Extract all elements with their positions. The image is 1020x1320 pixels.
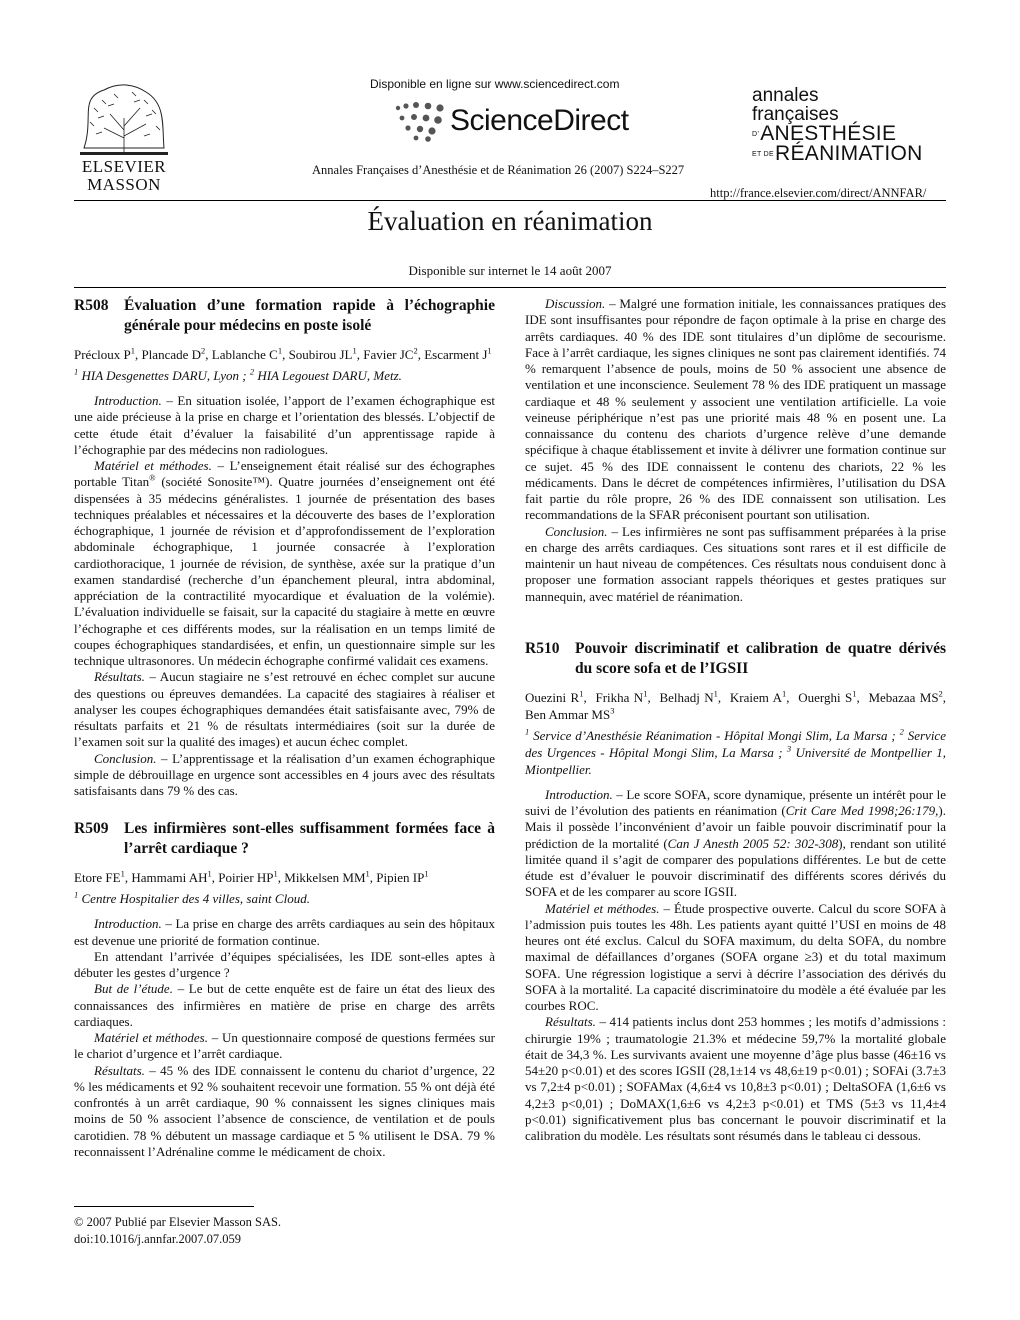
author: Ouezini R (525, 689, 580, 705)
author: Belhadj N (659, 689, 714, 705)
affil-text: HIA Legouest DARU, Metz. (254, 368, 402, 383)
author-sup: 1 (277, 345, 283, 356)
author: Kraiem A (729, 689, 782, 705)
journal-logo-line3 (752, 124, 944, 144)
text: – Les infirmières ne sont pas suffisamment préparées à la prise en charge des arrêts cardiaques. Ces situations sont rares et il est difficile de maintenir un haut niveau de compétences. Ces résultats nous conduisent donc à proposer une formation associant rappels théoriques et gestes pratiques sur mannequin, avec matériel de réanimation. (525, 523, 946, 604)
r509-conclusion (525, 524, 946, 605)
label: Introduction. (94, 393, 162, 408)
label: Introduction. (545, 786, 613, 802)
author: Mebazaa MS (868, 689, 939, 705)
r509-discussion (525, 296, 946, 524)
journal-url[interactable]: http://france.elsevier.com/direct/ANNFAR/ (710, 186, 927, 200)
author: Ben Ammar MS (525, 706, 611, 722)
text: ). Mais il possède l’inconvénient d’avoir un faible pouvoir discriminatif pour la prédiction de la mortalité ( (525, 803, 946, 851)
author-sup: 1 (130, 345, 135, 356)
journal-logo-line1: annales (752, 85, 819, 106)
author-sup: 2 (938, 688, 943, 699)
r510-heading (525, 639, 946, 679)
journal-reference: Annales Françaises d’Anesthésie et de Réanimation 26 (2007) S224–S227 (312, 163, 685, 177)
text: – Étude prospective ouverte. Calcul du score SOFA à l’admission puis toutes les 48h. Les patients ayant quitté l’USI en moins de 48 heures ont été exclus. Calcul du SOFA maximum, du delta SOFA, du nombre maximal de défaillances d’organes (SOFA organe ≥3) et du total maximum SOFA. Une régression logistique a servi à décrire l’association des dérivés du SOFA à la mortalité. La capacité discriminatoire du modèle a été évaluée par les courbes ROC. (525, 900, 946, 1013)
journal-logo-line2: françaises (752, 104, 839, 125)
affil-sup: 3 (786, 743, 792, 754)
footer-rule (74, 1206, 254, 1207)
elsevier-masson-logo (74, 78, 174, 198)
available-online-text: Disponible en ligne sur www.sciencedirect.com (370, 77, 620, 91)
copyright: © 2007 Publié par Elsevier Masson SAS. (74, 1215, 282, 1229)
affil-text: Service des Urgences - Hôpital Mongi Slim, La Marsa ; (525, 727, 946, 760)
r509-introduction-2: En attendant l’arrivée d’équipes spécialisées, les IDE sont-elles aptes à débuter les gestes d’urgence ? (74, 948, 495, 980)
doi[interactable]: doi:10.1016/j.annfar.2007.07.059 (74, 1232, 241, 1246)
r509-results (74, 1063, 495, 1161)
r508-conclusion (74, 751, 495, 800)
text: – Le score SOFA, score dynamique, présente un intérêt pour le suivi de l’évolution des patients en réanimation ( (525, 786, 946, 818)
citation: Crit Care Med 1998;26:179, (785, 803, 939, 818)
author-sup: 1 (365, 868, 370, 879)
text: – Aucun stagiaire ne s’est retrouvé en échec complet sur aucune des questions ou épreuves demandées. La capacité des stagiaires à réaliser et analyser les coupes échographiques demandées était satisfaisante avec, 79% de résultats parfaits et 21 % de résultats intermédiaires (soit sur la durée de l’examen soit sur la qualité des images) et aucun échec complet. (74, 669, 495, 750)
r510-results (525, 1014, 946, 1144)
author-sup: 1 (120, 868, 125, 879)
r510-affiliations (525, 727, 946, 778)
label: Conclusion. (545, 523, 608, 539)
journal-logo-small-d: D’ (752, 130, 760, 138)
author: Poirier HP (218, 870, 274, 886)
text: – 414 patients inclus dont 253 hommes ; les motifs d’admissions : chirurgie 19% ; traumatologie 21.3% et médecine 59,7% la mortalité globale était de 34,3 %. Les survivants avaient une moyenne d’âge plus basse (46±16 vs 54±20 p<0.01) et des scores IGSII (28,1±14 vs 48,6±19 p<0.01) ; SOFAi (3.7±3 vs 7,2±4 p<0.01) ; SOFAMax (4,6±4 vs 10,8±3 p<0.01) ; DeltaSOFA (1,6±6 vs 4,2±3 p<0,01) ; DoMAX(1,6±6 vs 4,2±3 p<0.01) et TMS (5±3 vs 11,4±4 p<0.01) significativement plus bas concernant le pouvoir discriminatif et la calibration du modèle. Les résultats sont résumés dans le tableau ci dessous. (525, 1014, 946, 1143)
author-sup: 1 (424, 868, 429, 879)
r508-methods (74, 458, 495, 669)
journal-logo-anesthesie: ANESTHÉSIE (760, 122, 897, 145)
author: Hammami AH (131, 870, 208, 886)
r508-id: R508 (74, 297, 109, 314)
author-sup: 2 (201, 345, 206, 356)
affil-text: Centre Hospitalier des 4 villes, saint Cloud. (78, 891, 310, 907)
r508-introduction (74, 393, 495, 458)
header-rule (74, 200, 946, 201)
section-gap (525, 605, 946, 639)
author-sup: 2 (413, 345, 418, 356)
author: Etore FE (74, 870, 121, 886)
author-sup: 3 (610, 705, 615, 716)
author-sup: 1 (352, 345, 357, 356)
publisher-name-bottom: MASSON (87, 175, 161, 194)
r508-heading (74, 296, 495, 336)
section-gap (74, 799, 495, 819)
r509-id: R509 (74, 820, 109, 838)
affil-sup: 1 (525, 726, 530, 737)
r509-heading (74, 819, 495, 859)
elsevier-tree-icon (74, 78, 174, 158)
affil-sup: 1 (74, 366, 79, 377)
author-sup: 1 (852, 688, 857, 699)
sciencedirect-dots-icon (392, 98, 448, 142)
r508-title: Évaluation d’une formation rapide à l’échographie générale pour médecins en poste isolé (124, 297, 495, 334)
text: ), rendant son utilité limitée quand il s’agit de comparer des populations différentes. Le but de cette étude est d’évaluer le pouvoir discriminatif des différents scores dérivés du SOFA et de les comparer au score IGSII. (525, 835, 946, 900)
r509-authors: Etore $FE^1$, Hammami $AH^1$, Poirier $HP^1$, Mikkelsen $MM^1$, Pipien $IP^1$ (74, 868, 429, 886)
affil-sup: 1 (74, 889, 79, 900)
section-title: Évaluation en réanimation (367, 206, 653, 236)
label: Résultats. (545, 1014, 596, 1030)
label: Matériel et méthodes. (94, 1030, 208, 1045)
available-date: Disponible sur internet le 14 août 2007 (408, 263, 612, 278)
author-sup: 1 (713, 688, 718, 699)
author: Mikkelsen MM (284, 870, 366, 886)
r509-affiliation (74, 890, 495, 907)
label: But de l’étude. (94, 981, 173, 997)
registered-mark: ® (149, 472, 156, 483)
author: Frikha N (595, 689, 644, 705)
label: Matériel et méthodes. (545, 900, 660, 916)
text: – En situation isolée, l’apport de l’examen échographique est une aide précieuse à la prise en charge et l’orientation des blessés. L’objectif de cette étude était d’évaluer la faisabilité d’un apprentissage rapide à l’échographie par des médecins non radiologues. (74, 393, 495, 457)
title-rule (74, 287, 946, 288)
citation: Can J Anesth 2005 52: 302-308 (667, 835, 839, 851)
r508-authors: Précloux $P^1$, Plancade $D^2$, Lablanche $C^1$, Soubirou $JL^1$, Favier $JC^2$, Escarment $J^1$ (74, 345, 492, 362)
right-column (525, 296, 946, 1144)
author-sup: 1 (781, 688, 787, 699)
author: Escarment J (424, 347, 488, 362)
author: Lablanche C (211, 347, 278, 362)
label: Résultats. (94, 669, 145, 685)
r509-methods (74, 1030, 495, 1063)
text: – L’apprentissage et la réalisation d’un examen échographique simple de débrouillage en urgence sont accessibles en 4 jours avec des résultats satisfaisants dans 79 % des cas. (74, 750, 495, 798)
text: – Le but de cette enquête est de faire un état des lieux des connaissances des infirmières en matière de prise en charge des arrêts cardiaques. (74, 981, 495, 1029)
r510-id: R510 (525, 639, 560, 657)
author: Favier JC (363, 347, 414, 362)
label: Discussion. (545, 296, 606, 311)
r510-introduction (525, 787, 946, 901)
author: Précloux P (74, 347, 131, 362)
author-sup: 1 (579, 688, 584, 699)
text: – La prise en charge des arrêts cardiaques au sein des hôpitaux est devenue une priorité de formation continue. (74, 916, 495, 948)
r510-authors: Ouezini $R^1$, Frikha $N^1$, Belhadj $N^1$, Kraiem $A^1$, Ouerghi $S^1$, Mebazaa $MS^2$, Ben Ammar $MS^3$ (525, 688, 947, 722)
affil-sup: 2 (899, 726, 904, 737)
label: Résultats. (94, 1062, 145, 1078)
r508-affiliations (74, 367, 495, 384)
affil-text: Service d’Anesthésie Réanimation - Hôpital Mongi Slim, La Marsa ; (529, 727, 900, 743)
text: – 45 % des IDE connaissent le contenu du chariot d’urgence, 22 % les médicaments et 92 % souhaitent recevoir une formation. 55 % ont déjà été confrontés à un arrêt cardiaque, 90 % connaissent les signes cliniques mais moins de 50 % associent l’absence de conscience, de ventilation et de pouls carotidien. 78 % débutent un massage cardiaque et 5 % utilisent le DSA. 79 % reconnaissent l’Adrénaline comme le médicament de choix. (74, 1062, 495, 1159)
r510-methods (525, 901, 946, 1015)
author: Plancade D (141, 347, 202, 362)
author-sup: 1 (207, 868, 212, 879)
journal-logo-line4 (752, 141, 944, 165)
affil-sup: 2 (249, 366, 255, 377)
r508-results (74, 669, 495, 750)
author-sup: 1 (273, 868, 278, 879)
text: – L’enseignement était réalisé sur des échographes portable Titan (74, 458, 495, 490)
left-column (74, 296, 495, 1160)
author: Pipien IP (376, 870, 425, 886)
journal-logo (752, 86, 944, 164)
label: Conclusion. (94, 750, 157, 766)
author-sup: 1 (487, 345, 492, 356)
publisher-name-top: ELSEVIER (81, 157, 167, 176)
affil-text: Université de Montpellier 1, Miontpellier. (525, 744, 946, 777)
author-sup: 1 (643, 688, 648, 699)
r510-title: Pouvoir discriminatif et calibration de quatre dérivés du score sofa et de l’IGSII (575, 639, 946, 677)
journal-logo-reanimation: RÉANIMATION (775, 141, 923, 165)
author: Soubirou JL (288, 347, 353, 362)
text: (société Sonosite™). Quatre journées d’enseignement ont été dispensées à 35 médecins généralistes. 1 journée de présentation des bases techniques préalables et nécessaires et la découverte des bases de l’exploration échographique, 1 journée de révision et d’approfondissement de l’exploration abdominale échographique, 1 journée consacrée à l’exploration cardiothoracique, 1 journée de révision, de synthèse, axée sur la pratique d’un examen standardisé (recherche d’un épanchement pleural, intra abdominal, appréciation de la contractilité myocardique et évaluation de la volémie). L’évaluation individuelle se faisait, sur la capacité du stagiaire à mette en œuvre l’échographe et ces différents modes, sur la réalisation en un temps limité de coupes échographiques standardisées, et enfin, un questionnaire simple sur les technique ultrasonores. Un médecin échographe confirmé validait ces examens. (74, 474, 495, 668)
text: – Malgré une formation initiale, les connaissances pratiques des IDE sont insuffisantes pour répondre de façon optimale à la prise en charge des arrêts cardiaques. 40 % des IDE sont titulaires d’un diplôme de secourisme. Face à l’arrêt cardiaque, les signes cliniques ne sont pas clairement identifiés. 74 % remarquent l’absence de pouls, moins de 50 % associent une absence de ventilation et une inconscience. Seulement 78 % des IDE pratiquent un massage cardiaque et 48 % seulement y associent une ventilation artificielle. La voie veineuse périphérique n’est pas une priorité mais 48 % en posent une. La connaissance du contenu des chariots d’urgence relève d’une demande spécifique à chaque établissement et invite à délivrer une formation continue sur ce sujet. 45 % des IDE connaissent le contenu des chariots, 22 % les médicaments. Dans le décret de compétences infirmières, l’utilisation du DSA fait partie du rôle propre, 26 % des IDE connaissent son utilisation. Les recommandations de la SFAR préconisent pourtant son utilisation. (525, 296, 946, 523)
journal-logo-small-etde: ET DE (752, 150, 774, 158)
r509-title: Les infirmières sont-elles suffisamment formées face à l’arrêt cardiaque ? (124, 820, 495, 858)
sciencedirect-wordmark: ScienceDirect (450, 104, 629, 137)
text: – Un questionnaire composé de questions fermées sur le chariot d’urgence et l’arrêt cardiaque. (74, 1030, 496, 1062)
author: Ouerghi S (798, 689, 853, 705)
label: Matériel et méthodes. (94, 458, 212, 473)
label: Introduction. (94, 916, 162, 932)
r509-introduction (74, 916, 495, 949)
affil-text: HIA Desgenettes DARU, Lyon ; (78, 368, 250, 383)
r509-aim (74, 981, 495, 1030)
